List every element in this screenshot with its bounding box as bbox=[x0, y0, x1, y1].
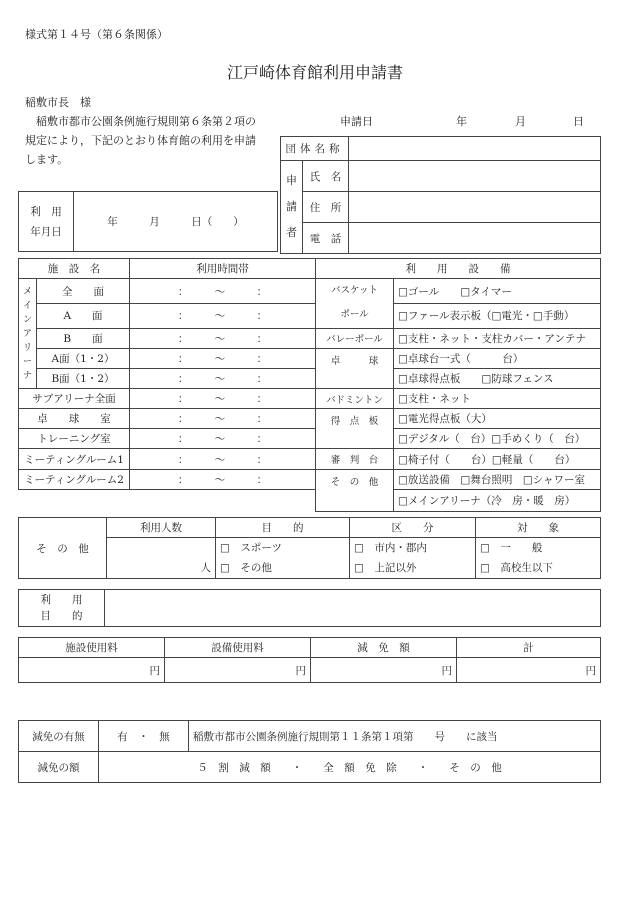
phone-field[interactable] bbox=[349, 223, 601, 254]
equip-item[interactable]: □ファール表示板（□電光・□手動） bbox=[394, 303, 601, 328]
equip-item[interactable]: □放送設備 □舞台照明 □シャワー室 bbox=[394, 469, 601, 489]
intro-line-3: します。 bbox=[25, 153, 69, 166]
facility-row-name: B 面 bbox=[37, 328, 130, 348]
target-header: 対 象 bbox=[476, 518, 601, 538]
apply-date-month: 月 bbox=[515, 115, 526, 128]
equip-cat-basketball: バスケット ボール bbox=[316, 279, 394, 328]
equip-cat-referee: 審 判 台 bbox=[316, 449, 394, 469]
facility-row-name: サブアリーナ全面 bbox=[19, 389, 130, 409]
main-arena-label: メ イ ン ア リ ー ナ bbox=[19, 279, 37, 389]
intro-line-2: 規定により，下記のとおり体育館の利用を申請 bbox=[25, 134, 256, 147]
equipment-header: 利 用 設 備 bbox=[316, 259, 601, 279]
phone-label: 電 話 bbox=[303, 223, 349, 254]
applicant-group-label: 申 請 者 bbox=[281, 161, 303, 254]
facility-fee-header: 施設使用料 bbox=[19, 638, 165, 658]
equip-item[interactable]: □メインアリーナ（冷 房・暖 房） bbox=[394, 489, 601, 511]
applicant-table bbox=[280, 136, 601, 254]
equip-item[interactable]: □支柱・ネット・支柱カバー・アンテナ bbox=[394, 328, 601, 348]
purpose-sports-checkbox[interactable]: □ スポーツ bbox=[216, 537, 350, 558]
facility-name-header: 施 設 名 bbox=[19, 259, 130, 279]
time-range[interactable]: ： 〜 ： bbox=[130, 409, 316, 429]
exemption-label: 減免の有無 bbox=[19, 721, 99, 752]
total-header: 計 bbox=[457, 638, 601, 658]
exemption-choice[interactable]: 有 ・ 無 bbox=[99, 721, 189, 752]
facility-row-name: A面（1・2） bbox=[37, 348, 130, 368]
other-table bbox=[18, 517, 601, 579]
people-count-field[interactable]: 人 bbox=[107, 537, 216, 578]
exemption-text[interactable]: 稲敷市都市公園条例施行規則第１１条第１項第 号 に該当 bbox=[189, 721, 601, 752]
facility-row-name: ミーティングルーム1 bbox=[19, 449, 130, 469]
time-range[interactable]: ： 〜 ： bbox=[130, 303, 316, 328]
time-range[interactable]: ： 〜 ： bbox=[130, 328, 316, 348]
time-range[interactable]: ： 〜 ： bbox=[130, 368, 316, 388]
use-purpose-table bbox=[18, 589, 601, 627]
intro-line-1: 稲敷市都市公園条例施行規則第６条第２項の bbox=[36, 115, 256, 128]
equip-item[interactable]: □デジタル（ 台）□手めくり（ 台） bbox=[394, 429, 601, 449]
reduction-header: 減 免 額 bbox=[311, 638, 457, 658]
org-name-field[interactable] bbox=[349, 137, 601, 161]
equip-cat-table-tennis: 卓 球 bbox=[316, 348, 394, 388]
purpose-other-checkbox[interactable]: □ その他 bbox=[216, 558, 350, 579]
addressee: 稲敷市長 様 bbox=[25, 96, 91, 109]
facility-fee-field[interactable]: 円 bbox=[19, 658, 165, 683]
equip-cat-scoreboard: 得 点 板 bbox=[316, 409, 394, 449]
use-date-table bbox=[18, 191, 278, 252]
apply-date-label: 申請日 bbox=[340, 115, 373, 128]
time-range[interactable]: ： 〜 ： bbox=[130, 469, 316, 489]
name-label: 氏 名 bbox=[303, 161, 349, 192]
equip-item[interactable]: □ゴール □タイマー bbox=[394, 279, 601, 304]
form-number: 様式第１４号（第６条関係） bbox=[25, 28, 168, 41]
division-outside-checkbox[interactable]: □ 上記以外 bbox=[350, 558, 476, 579]
use-date-label: 利 用 年月日 bbox=[19, 192, 74, 252]
page-title: 江戸崎体育館利用申請書 bbox=[226, 63, 403, 82]
exemption-amount-label: 減免の額 bbox=[19, 752, 99, 783]
equip-item[interactable]: □電光得点板（大） bbox=[394, 409, 601, 429]
name-field[interactable] bbox=[349, 161, 601, 192]
use-date-field[interactable]: 年 月 日（ ） bbox=[74, 192, 278, 252]
use-purpose-field[interactable] bbox=[105, 590, 601, 627]
equip-cat-volleyball: バレーボール bbox=[316, 328, 394, 348]
equipment-fee-field[interactable]: 円 bbox=[165, 658, 311, 683]
equipment-fee-header: 設備使用料 bbox=[165, 638, 311, 658]
apply-date-year: 年 bbox=[456, 115, 467, 128]
apply-date-day: 日 bbox=[573, 115, 584, 128]
facility-table bbox=[18, 258, 601, 512]
division-header: 区 分 bbox=[350, 518, 476, 538]
equip-item[interactable]: □椅子付（ 台）□軽量（ 台） bbox=[394, 449, 601, 469]
address-field[interactable] bbox=[349, 192, 601, 223]
time-range[interactable]: ： 〜 ： bbox=[130, 429, 316, 449]
facility-row-name: 卓 球 室 bbox=[19, 409, 130, 429]
equip-item[interactable]: □支柱・ネット bbox=[394, 389, 601, 409]
exemption-amount-options[interactable]: ５ 割 減 額 ・ 全 額 免 除 ・ そ の 他 bbox=[99, 752, 601, 783]
facility-row-name: 全 面 bbox=[37, 279, 130, 304]
facility-row-name: A 面 bbox=[37, 303, 130, 328]
time-header: 利用時間帯 bbox=[130, 259, 316, 279]
facility-row-name: ミーティングルーム2 bbox=[19, 469, 130, 489]
target-general-checkbox[interactable]: □ 一 般 bbox=[476, 537, 601, 558]
facility-row-name: トレーニング室 bbox=[19, 429, 130, 449]
address-label: 住 所 bbox=[303, 192, 349, 223]
other-label: そ の 他 bbox=[19, 518, 107, 579]
exemption-table bbox=[18, 720, 601, 783]
division-local-checkbox[interactable]: □ 市内・郡内 bbox=[350, 537, 476, 558]
target-student-checkbox[interactable]: □ 高校生以下 bbox=[476, 558, 601, 579]
purpose-header: 目 的 bbox=[216, 518, 350, 538]
total-field[interactable]: 円 bbox=[457, 658, 601, 683]
time-range[interactable]: ： 〜 ： bbox=[130, 449, 316, 469]
equip-item[interactable]: □卓球得点板 □防球フェンス bbox=[394, 368, 601, 388]
time-range[interactable]: ： 〜 ： bbox=[130, 389, 316, 409]
blank-cell bbox=[19, 489, 316, 511]
org-name-label: 団体名称 bbox=[281, 137, 349, 161]
equip-cat-other: そ の 他 bbox=[316, 469, 394, 511]
fees-table bbox=[18, 637, 601, 683]
time-range[interactable]: ： 〜 ： bbox=[130, 279, 316, 304]
use-purpose-label: 利 用 目 的 bbox=[19, 590, 105, 627]
time-range[interactable]: ： 〜 ： bbox=[130, 348, 316, 368]
facility-row-name: B面（1・2） bbox=[37, 368, 130, 388]
equip-item[interactable]: □卓球台一式（ 台） bbox=[394, 348, 601, 368]
equip-cat-badminton: バドミントン bbox=[316, 389, 394, 409]
reduction-field[interactable]: 円 bbox=[311, 658, 457, 683]
people-header: 利用人数 bbox=[107, 518, 216, 538]
